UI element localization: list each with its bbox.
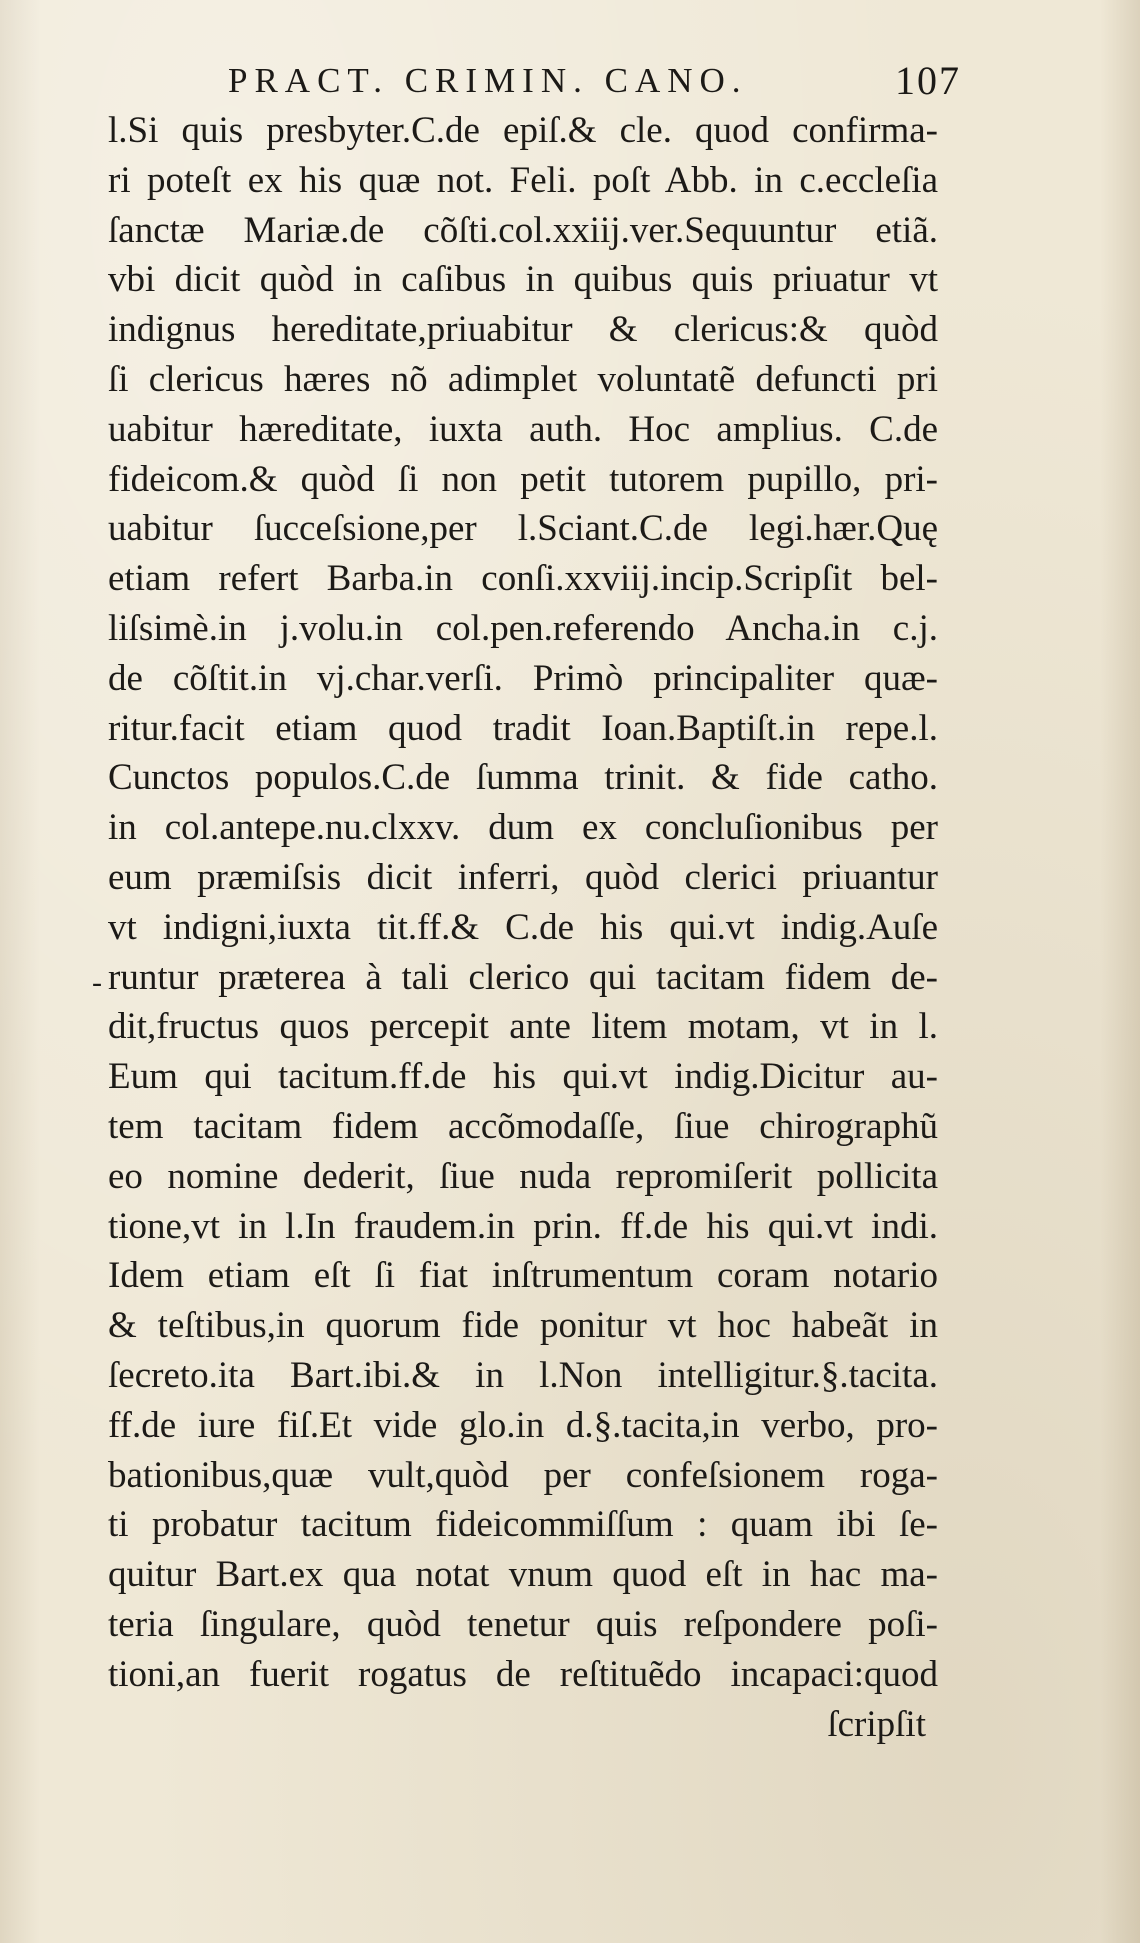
text-line: l.Si quis presbyter.C.de epiſ.& cle. quod confirma- [108, 110, 938, 151]
text-line: vbi dicit quòd in caſibus in quibus quis priuatur vt [108, 259, 938, 301]
text-line: in col.antepe.nu.clxxv. dum ex concluſionibus per [108, 807, 938, 849]
text-line: tione,vt in l.In fraudem.in prin. ff.de his qui.vt indi. [108, 1205, 938, 1247]
text-line: uabitur hæreditate, iuxta auth. Hoc amplius. C.de [108, 408, 938, 450]
text-line: Idem etiam eſt ſi fiat inſtrumentum coram notario [108, 1255, 938, 1297]
text-line: etiam refert Barba.in conſi.xxviij.incip.Scripſit bel- [108, 558, 938, 600]
text-line: quitur Bart.ex qua notat vnum quod eſt in hac ma- [108, 1554, 938, 1596]
text-line: uabitur ſucceſsione,per l.Sciant.C.de legi.hær.Quę [108, 508, 938, 550]
text-line: fideicom.& quòd ſi non petit tutorem pupillo, pri- [108, 458, 938, 500]
text-line: tem tacitam fidem accõmodaſſe, ſiue chirographũ [108, 1105, 938, 1147]
text-line: Cunctos populos.C.de ſumma trinit. & fide catho. [108, 757, 938, 799]
text-line: & teſtibus,in quorum fide ponitur vt hoc habeãt in [108, 1305, 938, 1347]
text-line: eum præmiſsis dicit inferri, quòd clerici priuantur [108, 856, 938, 898]
text-line: vt indigni,iuxta tit.ff.& C.de his qui.vt indig.Auſe [108, 906, 938, 948]
text-line: dit,fructus quos percepit ante litem motam, vt in l. [108, 1006, 938, 1048]
running-title: PRACT. CRIMIN. CANO. [228, 61, 748, 100]
text-line: eo nomine dederit, ſiue nuda repromiſerit pollicita [108, 1155, 938, 1197]
text-line: ſanctæ Mariæ.de cõſti.col.xxiij.ver.Sequuntur etiã. [108, 209, 938, 251]
catchword: ſcripſit [827, 1703, 926, 1745]
page-number: 107 [895, 58, 961, 103]
text-line: ri poteſt ex his quæ not. Feli. poſt Abb. in c.eccleſia [108, 159, 938, 201]
text-line: de cõſtit.in vj.char.verſi. Primò principaliter quæ- [108, 657, 938, 699]
text-line: ſi clericus hæres nõ adimplet voluntatẽ defuncti pri [108, 358, 938, 400]
body-text [108, 106, 938, 1749]
text-line: ſecreto.ita Bart.ibi.& in l.Non intelligitur.§.tacita. [108, 1354, 938, 1396]
text-line: teria ſingulare, quòd tenetur quis reſpondere poſi- [108, 1603, 938, 1645]
text-line: tioni,an fuerit rogatus de reſtituẽdo incapaci:quod [108, 1653, 938, 1695]
text-line: indignus hereditate,priuabitur & clericus:& quòd [108, 309, 938, 351]
text-line: runtur præterea à tali clerico qui tacitam fidem de- [108, 956, 938, 998]
text-line: ff.de iure fiſ.Et vide glo.in d.§.tacita,in verbo, pro- [108, 1404, 938, 1446]
text-line: bationibus,quæ vult,quòd per confeſsionem roga- [108, 1454, 938, 1496]
text-line: Eum qui tacitum.ff.de his qui.vt indig.Dicitur au- [108, 1056, 938, 1098]
text-line: ritur.facit etiam quod tradit Ioan.Baptiſt.in repe.l. [108, 707, 938, 749]
running-head [0, 56, 1140, 106]
text-line: liſsimè.in j.volu.in col.pen.referendo Ancha.in c.j. [108, 607, 938, 649]
text-line: ti probatur tacitum fideicommiſſum : quam ibi ſe- [108, 1504, 938, 1546]
margin-mark: - [92, 966, 102, 999]
